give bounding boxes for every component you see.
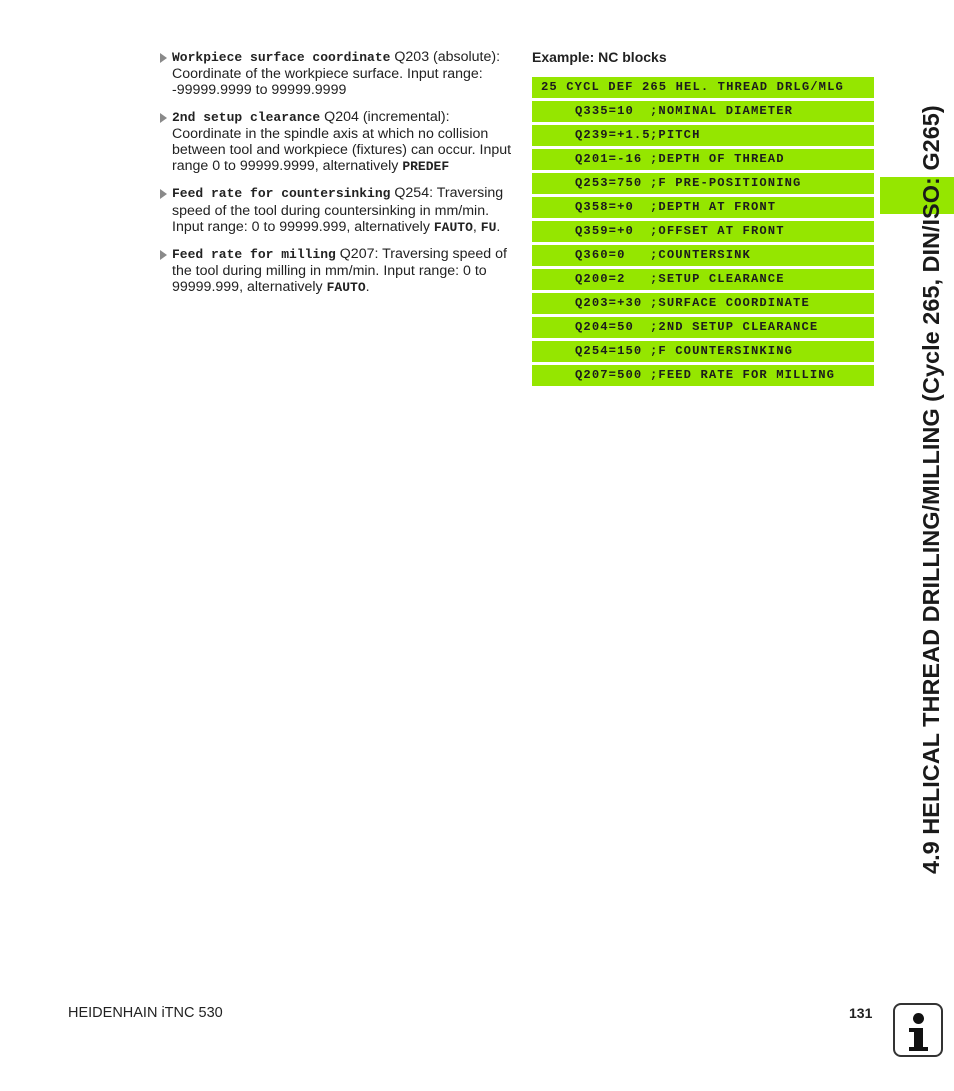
nc-block-row [532, 197, 874, 218]
parameter-keyword: 2nd setup clearance [172, 109, 321, 125]
parameter-keyword: Feed rate for countersinking [172, 186, 391, 202]
nc-comment: ;NOMINAL DIAMETER [650, 104, 794, 118]
info-icon [893, 1003, 943, 1057]
nc-block-header: 25 CYCL DEF 265 HEL. THREAD DRLG/MLG [532, 77, 874, 98]
parameter-option: FU [480, 219, 497, 235]
nc-comment: ;DEPTH OF THREAD [650, 152, 785, 166]
nc-parameter: Q253=750 [575, 176, 643, 190]
nc-parameter: Q200=2 [575, 272, 626, 286]
parameter-item [159, 246, 513, 297]
nc-comment: ;FEED RATE FOR MILLING [650, 368, 836, 382]
parameter-description: Q207: Traversing speed of the tool during milling in mm/min. Input range: 0 to 99999.999, alternatively [172, 246, 507, 296]
parameter-description: Q254: Traversing speed of the tool during countersinking in mm/min. Input range: 0 to 99999.999, alternatively [172, 185, 504, 235]
bullet-arrow-icon [160, 189, 167, 199]
nc-block-row [532, 269, 874, 290]
nc-parameter: Q360=0 [575, 248, 626, 262]
nc-comment: ;SETUP CLEARANCE [650, 272, 785, 286]
parameter-description: , [472, 218, 481, 235]
parameter-item [159, 185, 513, 236]
parameter-description: . [496, 218, 501, 235]
section-title: 4.9 HELICAL THREAD DRILLING/MILLING (Cycle 265, DIN/ISO: G265) [918, 105, 944, 874]
parameter-keyword: Feed rate for milling [172, 247, 336, 263]
nc-parameter: Q203=+30 [575, 296, 643, 310]
nc-block-row [532, 101, 874, 122]
nc-blocks [532, 77, 874, 389]
nc-comment: ;COUNTERSINK [650, 248, 751, 262]
nc-block-row [532, 221, 874, 242]
nc-parameter: Q204=50 [575, 320, 634, 334]
nc-parameter: Q358=+0 [575, 200, 634, 214]
nc-comment: ;OFFSET AT FRONT [650, 224, 785, 238]
nc-parameter: Q254=150 [575, 344, 643, 358]
nc-comment: ;PITCH [650, 128, 701, 142]
parameter-description: . [365, 279, 370, 296]
nc-block-row [532, 317, 874, 338]
nc-comment: ;2ND SETUP CLEARANCE [650, 320, 819, 334]
nc-parameter: Q335=10 [575, 104, 634, 118]
bullet-arrow-icon [160, 113, 167, 123]
page-number: 131 [849, 1005, 873, 1021]
nc-parameter: Q359=+0 [575, 224, 634, 238]
nc-comment: ;F PRE-POSITIONING [650, 176, 802, 190]
bullet-arrow-icon [160, 53, 167, 63]
nc-parameter: Q239=+1.5 [575, 128, 651, 142]
parameter-description: Q203 (absolute): Coordinate of the workpiece surface. Input range: -99999.9999 to 99999.9999 [172, 49, 501, 99]
nc-block-row [532, 341, 874, 362]
parameter-item [159, 49, 513, 99]
parameter-keyword: Workpiece surface coordinate [172, 50, 391, 65]
nc-comment: ;F COUNTERSINKING [650, 344, 794, 358]
footer-product: HEIDENHAIN iTNC 530 [68, 1005, 223, 1021]
parameter-list [159, 49, 513, 307]
parameter-item [159, 109, 513, 176]
nc-comment: ;DEPTH AT FRONT [650, 200, 777, 214]
nc-parameter: Q201=-16 [575, 152, 643, 166]
example-title: Example: NC blocks [532, 49, 667, 65]
parameter-option: FAUTO [326, 280, 366, 296]
nc-block-row [532, 125, 874, 146]
nc-block-row [532, 173, 874, 194]
nc-block-row [532, 149, 874, 170]
parameter-option: PREDEF [402, 159, 450, 175]
nc-block-row [532, 365, 874, 386]
nc-block-row [532, 293, 874, 314]
bullet-arrow-icon [160, 250, 167, 260]
nc-parameter: Q207=500 [575, 368, 643, 382]
nc-comment: ;SURFACE COORDINATE [650, 296, 810, 310]
parameter-option: FAUTO [433, 219, 473, 235]
nc-block-row [532, 245, 874, 266]
parameter-description: Q204 (incremental): Coordinate in the spindle axis at which no collision between tool and workpiece (fixtures) can occur. Input range 0 to 99999.9999, alternatively [172, 108, 512, 175]
